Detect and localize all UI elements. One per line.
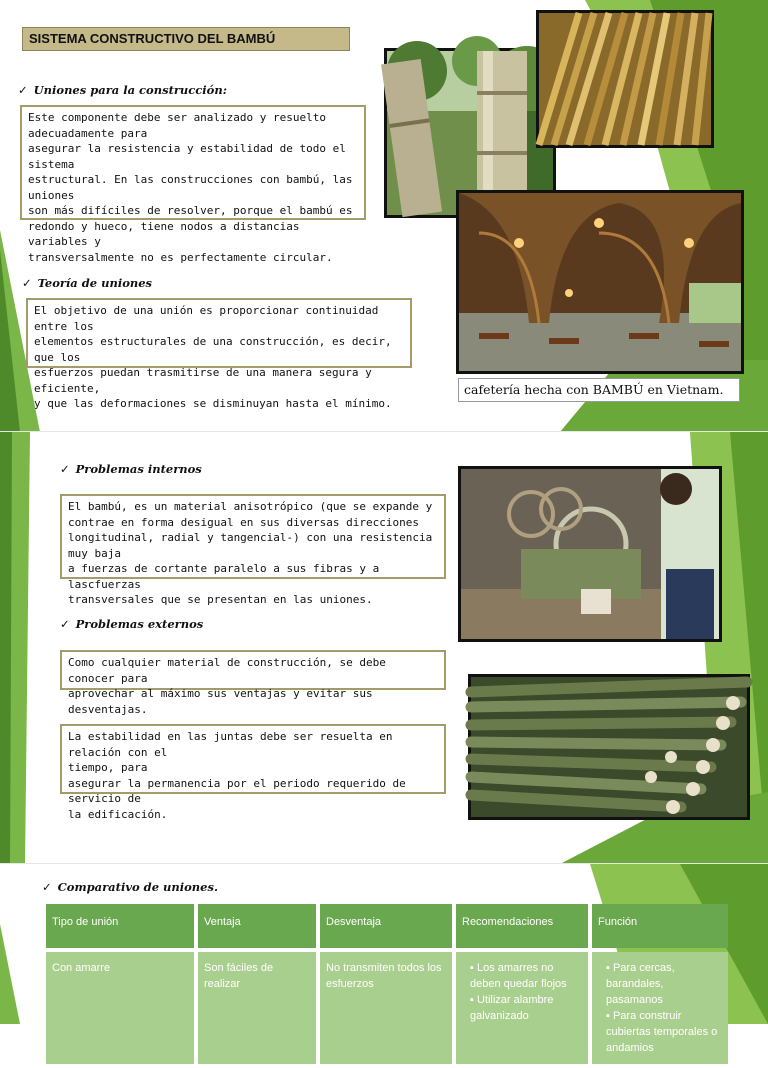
text-box-internos: El bambú, es un material anisotrópico (que se expande y contrae en forma desigual en sus diversas direcciones longitudinal, radial y tangencial-) con una resistencia muy baja a fuerzas de cortante paralelo a sus fibras y a lascfuerzas transversales que se presentan en las uniones. [60, 494, 446, 579]
text-box-estabilidad: La estabilidad en las juntas debe ser resuelta en relación con el tiempo, para asegurar la permanencia por el periodo requerido de servicio de la edificación. [60, 724, 446, 794]
bamboo-cafe-photo [456, 190, 744, 374]
column-header: Ventaja [198, 904, 316, 948]
checkmark-icon: ✓ [18, 83, 28, 97]
checkmark-icon: ✓ [60, 462, 70, 476]
table-row [46, 952, 728, 1064]
column-header: Función [592, 904, 728, 948]
heading-internos: ✓ Problemas internos [60, 462, 202, 476]
bamboo-poles-photo [536, 10, 714, 148]
heading-uniones: ✓ Uniones para la construcción: [18, 83, 227, 97]
text-box-uniones: Este componente debe ser analizado y resuelto adecuadamente para asegurar la resistencia y estabilidad de todo el sistema estructural. En las construcciones con bambú, las uniones son más difíciles de resolver, porque el bambú es redondo y hueco, tiene nodos a distancias variables y transversalmente no es perfectamente circular. [20, 105, 366, 220]
slide-problemas [0, 432, 768, 864]
column-header: Tipo de unión [46, 904, 194, 948]
table-header-row [46, 904, 728, 948]
list-item: ▪ Para cercas, barandales, pasamanos [606, 960, 722, 1008]
column-header: Desventaja [320, 904, 452, 948]
text-box-teoria: El objetivo de una unión es proporcionar continuidad entre los elementos estructurales de una construcción, es decir, que los esfuerzos puedan trasmitirse de una manera segura y eficiente, y que las deformaciones se disminuyan hasta el mínimo. [26, 298, 412, 368]
cell-recomendaciones [456, 952, 588, 1064]
heading-comparativo: ✓ Comparativo de uniones. [42, 880, 218, 894]
cell-ventaja: Son fáciles de realizar [198, 952, 316, 1064]
checkmark-icon: ✓ [60, 617, 70, 631]
photo-caption: cafetería hecha con BAMBÚ en Vietnam. [458, 378, 740, 402]
checkmark-icon: ✓ [22, 276, 32, 290]
slide-uniones [0, 0, 768, 432]
list-item: ▪ Utilizar alambre galvanizado [470, 992, 582, 1024]
slide-title: SISTEMA CONSTRUCTIVO DEL BAMBÚ [22, 27, 350, 51]
text-box-externos: Como cualquier material de construcción, se debe conocer para aprovechar al máximo sus ventajas y evitar sus desventajas. [60, 650, 446, 690]
heading-teoria: ✓ Teoría de uniones [22, 276, 153, 290]
list-item: ▪ Los amarres no deben quedar flojos [470, 960, 582, 992]
cell-desventaja: No transmiten todos los esfuerzos [320, 952, 452, 1064]
checkmark-icon: ✓ [42, 880, 52, 894]
heading-externos: ✓ Problemas externos [60, 617, 204, 631]
cell-funcion [592, 952, 728, 1064]
list-item: ▪ Para construir cubiertas temporales o andamios [606, 1008, 722, 1056]
bamboo-machine-photo [458, 466, 722, 642]
comparison-table [42, 900, 732, 1068]
cell-tipo: Con amarre [46, 952, 194, 1064]
slide-comparativo [0, 864, 768, 1054]
bamboo-pile-photo [468, 674, 750, 820]
column-header: Recomendaciones [456, 904, 588, 948]
